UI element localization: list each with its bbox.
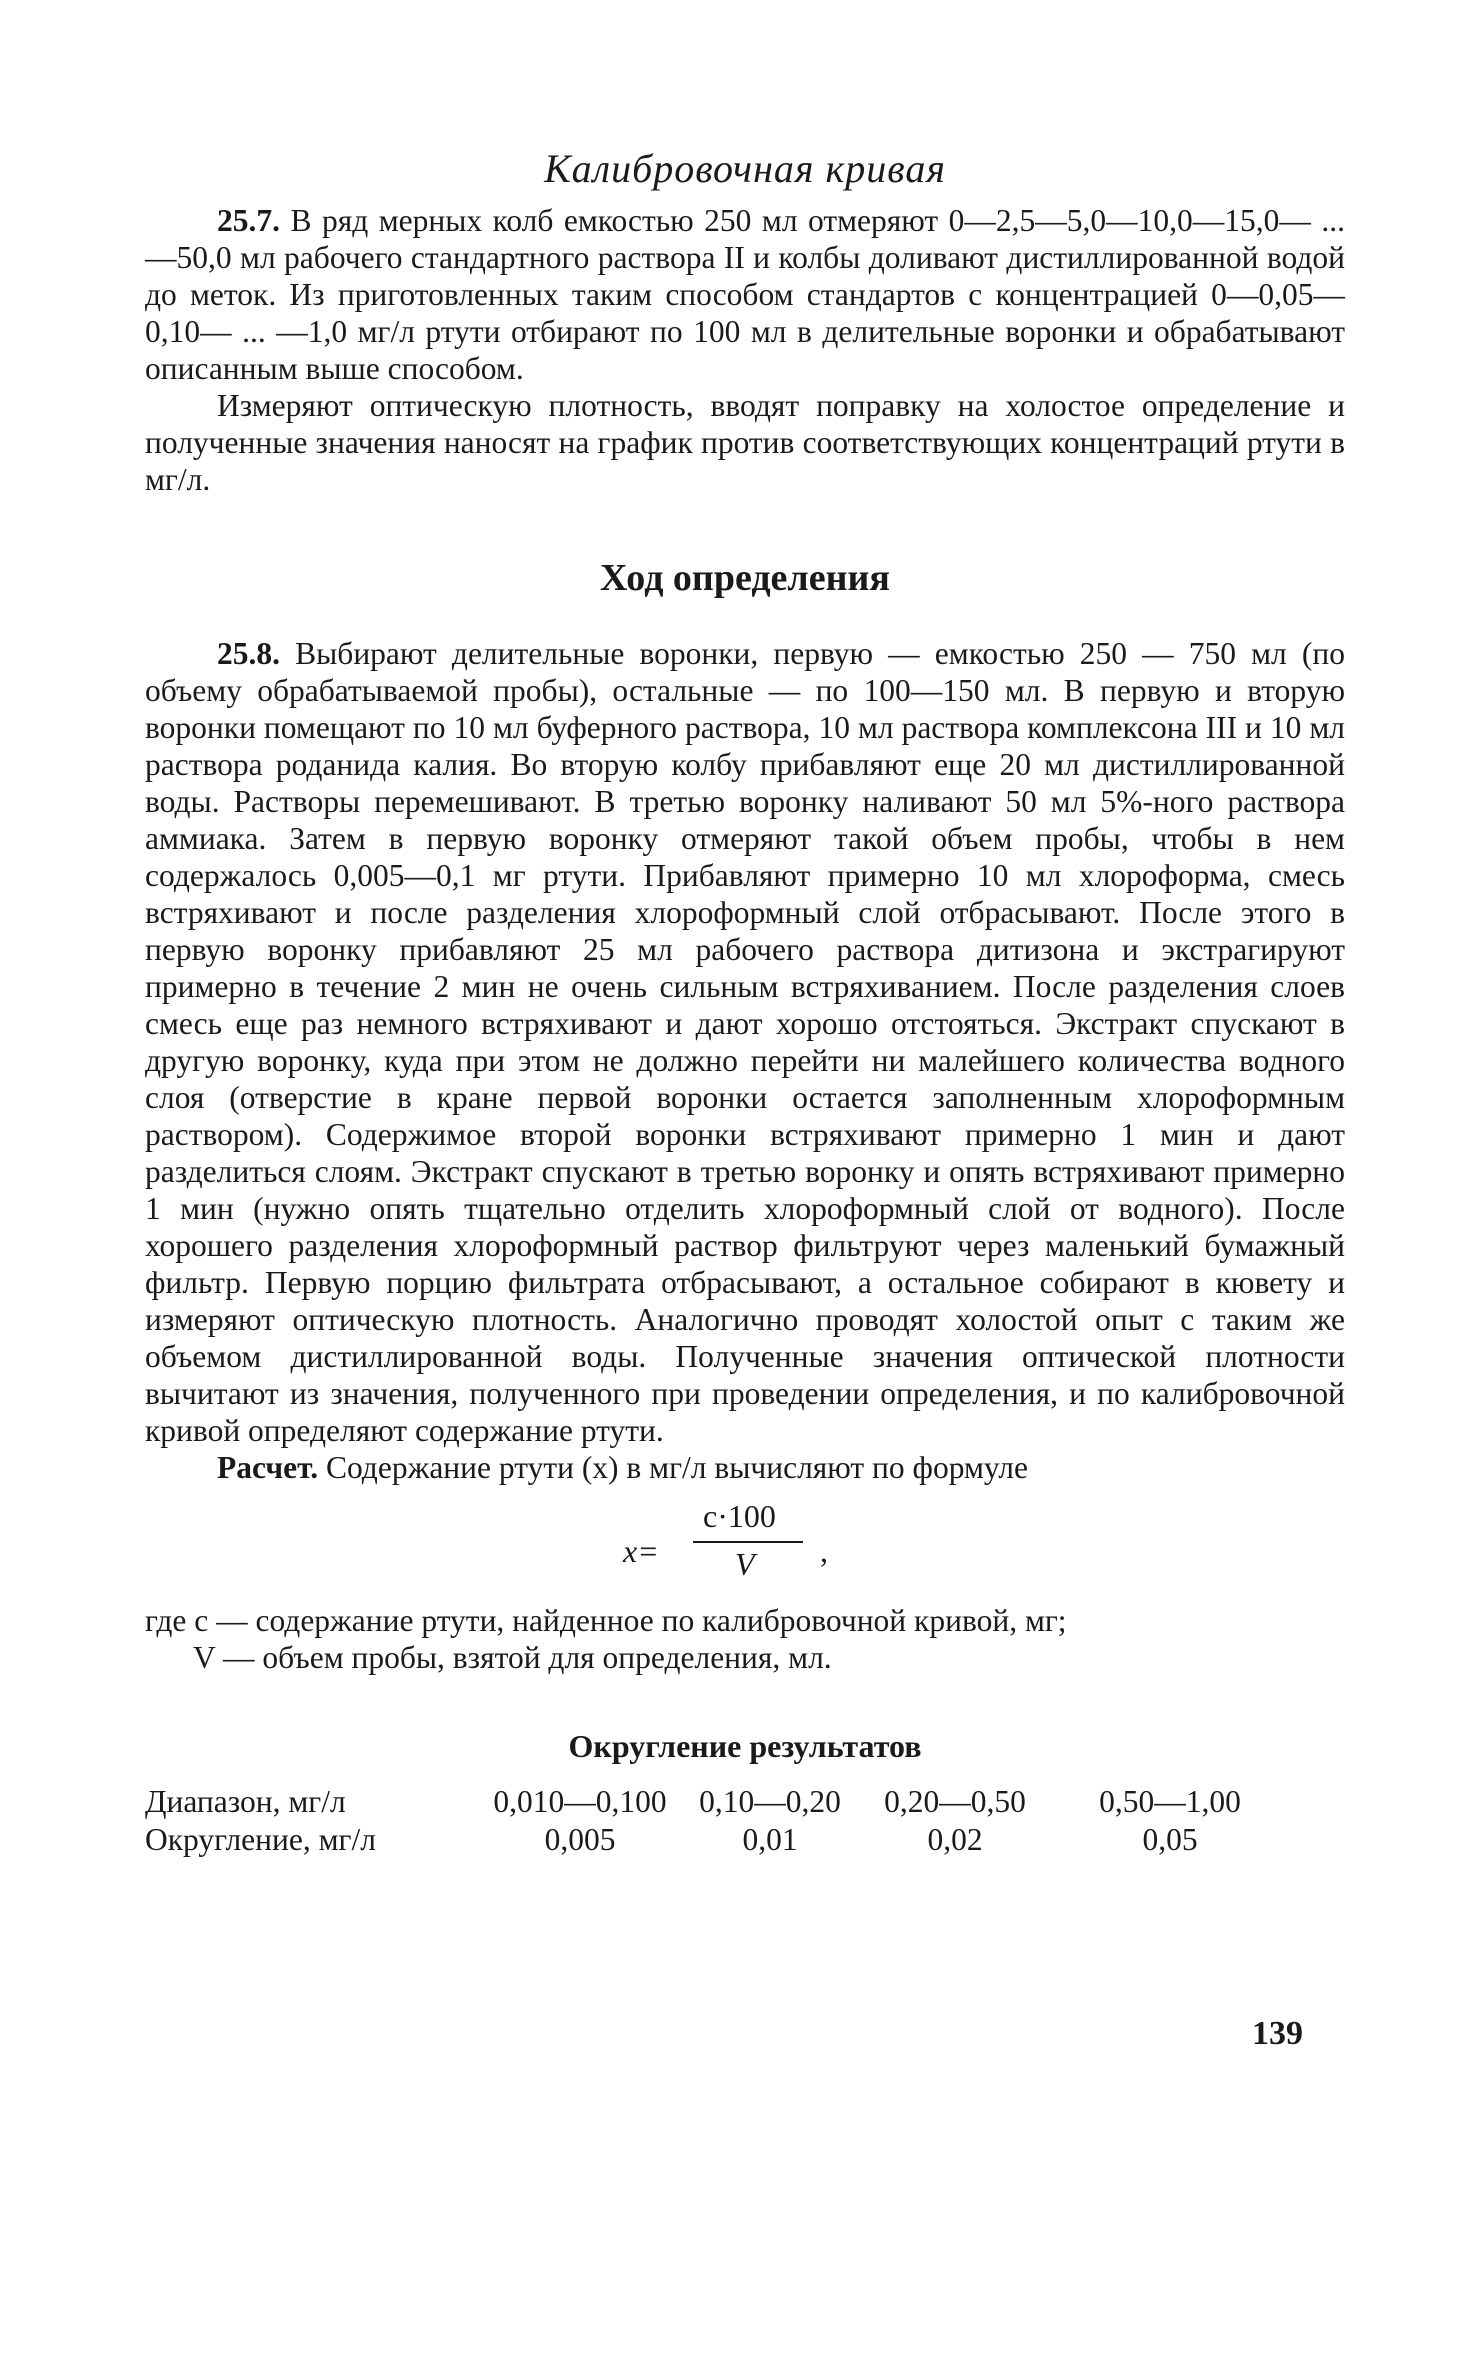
rounding-table xyxy=(145,1783,1285,1859)
paragraph-25-7 xyxy=(145,202,1345,387)
row-label: Диапазон, мг/л xyxy=(145,1784,346,1819)
fraction-bar xyxy=(693,1541,803,1543)
table-cell: 0,05 xyxy=(1142,1822,1198,1857)
table-cell: 0,50—1,00 xyxy=(1099,1784,1241,1819)
legend-line-c: где c — содержание ртути, найденное по калибровочной кривой, мг; xyxy=(145,1603,1067,1638)
table-cell: 0,01 xyxy=(742,1822,798,1857)
formula-legend xyxy=(145,1602,1345,1676)
paragraph-text: Выбирают делительные воронки, первую — емкостью 250 — 750 мл (по объему обрабатываемой пробы), остальные — по 100—150 мл. В первую и вторую воронки помещают по 10 мл буферного раствора, 10 мл раствора комплексона III и 10 мл раствора роданида калия. Во вторую колбу прибавляют еще 20 мл дистиллированной воды. Растворы перемешивают. В третью воронку наливают 50 мл 5%-ного раствора аммиака. Затем в первую воронку отмеряют такой объем пробы, чтобы в нем содержалось 0,005—0,1 мг ртути. Прибавляют примерно 10 мл хлороформа, смесь встряхивают и после разделения хлороформный слой отбрасывают. После этого в первую воронку прибавляют 25 мл рабочего раствора дитизона и экстрагируют примерно в течение 2 мин не очень сильным встряхиванием. После разделения слоев смесь еще раз немного встряхивают и дают хорошо отстояться. Экстракт спускают в другую воронку, куда при этом не должно перейти ни малейшего количества водного слоя (отверстие в кране первой воронки остается заполненным хлороформным раствором). Содержимое второй воронки встряхивают примерно 1 мин и дают разделиться слоям. Экстракт спускают в третью воронку и опять встряхивают примерно 1 мин (нужно опять тщательно отделить хлороформный слой от водного). После хорошего разделения хлороформный раствор фильтруют через маленький бумажный фильтр. Первую порцию фильтрата отбрасывают, а остальное собирают в кювету и измеряют оптическую плотность. Аналогично проводят холостой опыт с таким же объемом дистиллированной воды. Полученные значения оптической плотности вычитают из значения, полученного при проведении определения, и по калибровочной кривой определяют содержание ртути. xyxy=(145,636,1345,1448)
section-title-calibration: Калибровочная кривая xyxy=(544,146,946,191)
table-cell: 0,10—0,20 xyxy=(699,1784,841,1819)
page-content xyxy=(145,145,1345,1859)
paragraph-25-8 xyxy=(145,635,1345,1449)
table-cell: 0,005 xyxy=(544,1822,616,1857)
formula-lhs: x= xyxy=(623,1533,659,1569)
paragraph-calculation xyxy=(145,1449,1345,1486)
formula-trail: , xyxy=(820,1533,828,1569)
section-title-procedure: Ход определения xyxy=(600,557,890,599)
paragraph-number: 25.8. xyxy=(217,636,280,671)
section-title-rounding: Округление результатов xyxy=(568,1728,922,1764)
page-number: 139 xyxy=(1252,2015,1303,2052)
formula-numerator: c·100 xyxy=(703,1498,776,1534)
paragraph-text: В ряд мерных колб емкостью 250 мл отмеряют 0—2,5—5,0—10,0—15,0— ... —50,0 мл рабочего стандартного раствора II и колбы доливают дистиллированной водой до меток. Из приготовленных таким способом стандартов с концентрацией 0—0,05—0,10— ... —1,0 мг/л ртути отбирают по 100 мл в делительные воронки и обрабатывают описанным выше способом. xyxy=(145,203,1345,386)
paragraph-number: 25.7. xyxy=(217,203,280,238)
paragraph-measure: Измеряют оптическую плотность, вводят поправку на холостое определение и полученные значения наносят на график против соответствующих концентраций ртути в мг/л. xyxy=(145,388,1345,497)
table-cell: 0,010—0,100 xyxy=(493,1784,667,1819)
calculation-label: Расчет. xyxy=(217,1450,319,1485)
table-row xyxy=(145,1783,1285,1821)
row-label: Округление, мг/л xyxy=(145,1822,376,1857)
table-row xyxy=(145,1821,1285,1859)
formula xyxy=(145,1498,1345,1594)
table-cell: 0,20—0,50 xyxy=(884,1784,1026,1819)
legend-line-v: V — объем пробы, взятой для определения, мл. xyxy=(193,1640,832,1675)
calculation-text: Содержание ртути (x) в мг/л вычисляют по формуле xyxy=(318,1450,1028,1485)
formula-denominator: V xyxy=(735,1546,755,1582)
table-cell: 0,02 xyxy=(927,1822,983,1857)
